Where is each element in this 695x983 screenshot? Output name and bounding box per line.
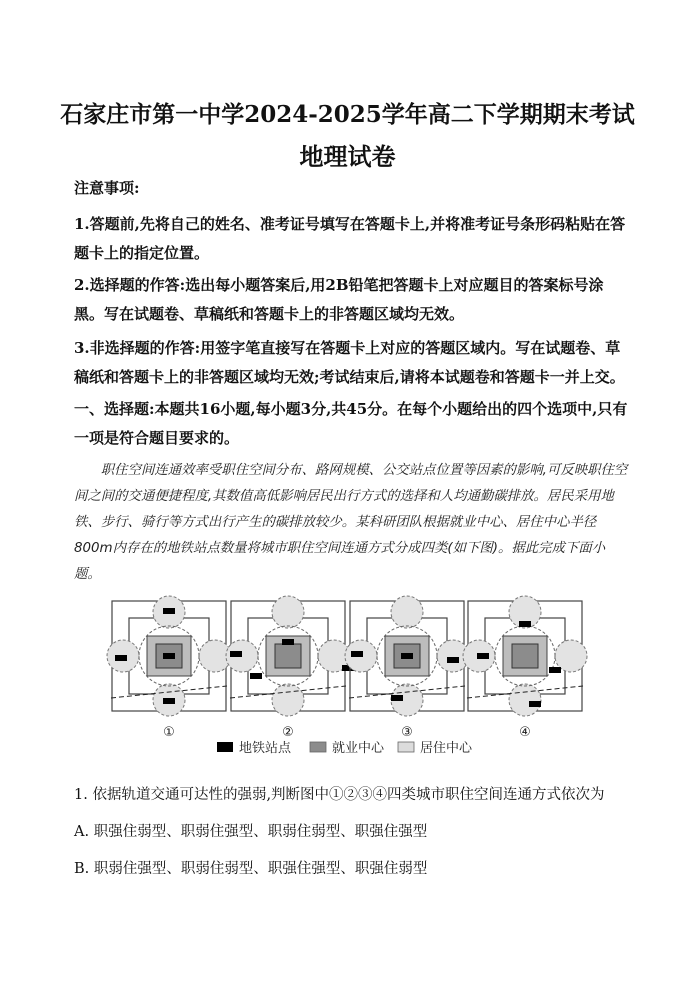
commute-type-figure [105,590,605,760]
legend-label-2: 就业中心 [332,741,385,756]
panel-3-residential-center-1 [391,596,423,628]
section-heading: 一、选择题:本题共16小题,每小题3分,共45分。在每个小题给出的四个选项中,只有一项是符合题目要求的。 [74,400,628,447]
notice-heading: 注意事项: [74,179,140,197]
notice-item-1: 1.答题前,先将自己的姓名、准考证号填写在答题卡上,并将准考证号条形码粘贴在答题卡上的指定位置。 [74,215,626,262]
legend-label-1: 地铁站点 [239,741,292,756]
question-1-stem: 1. 依据轨道交通可达性的强弱,判断图中①②③④四类城市职住空间连通方式依次为 [74,787,605,803]
panel-1-subway-station-4 [163,698,175,704]
notice-item-3: 3.非选择题的作答:用签字笔直接写在答题卡上对应的答题区域内。写在试题卷、草稿纸和答题卡上的非答题区域均无效;考试结束后,请将本试题卷和答题卡一并上交。 [74,339,625,386]
notice-item-2: 2.选择题的作答:选出每小题答案后,用2B铅笔把答题卡上对应题目的答案标号涂黑。写在试题卷、草稿纸和答题卡上的非答题区域均无效。 [74,276,604,323]
panel-4-label: ④ [519,725,531,740]
panel-4-subway-station-1 [477,653,489,659]
panel-2-label: ② [282,725,294,740]
panel-2-residential-center-4 [272,684,304,716]
panel-4-subway-station-4 [529,701,541,707]
panel-2-subway-station-1 [230,651,242,657]
legend-swatch-1 [217,742,233,752]
panel-2-subway-station-3 [250,673,262,679]
panel-4-subway-station-3 [549,667,561,673]
panel-3-subway-station-1 [351,651,363,657]
panel-1-subway-station-3 [163,653,175,659]
panel-1-subway-station-2 [115,655,127,661]
panel-4-subway-station-2 [519,621,531,627]
panel-3-subway-station-4 [391,695,403,701]
panel-1-subway-station-1 [163,608,175,614]
panel-3-subway-station-2 [401,653,413,659]
panel-2-residential-center-1 [272,596,304,628]
panel-4-residential-center-4 [509,684,541,716]
panel-3-label: ③ [401,725,413,740]
legend-swatch-2 [310,742,326,752]
legend-label-3: 居住中心 [420,741,473,756]
reading-passage: 职住空间连通效率受职住空间分布、路网规模、公交站点位置等因素的影响,可反映职住空间之间的交通便捷程度,其数值高低影响居民出行方式的选择和人均通勤碳排放。居民采用地铁、步行、骑行等方式出行产生的碳排放较少。某科研团队根据就业中心、居住中心半径800m内存在的地铁站点数量将城市职住空间连通方式分成四类(如下图)。据此完成下面小题。 [74,463,628,582]
exam-title: 石家庄市第一中学2024-2025学年高二下学期期末考试 [60,101,635,128]
question-1-option-b: B. 职弱住强型、职弱住弱型、职强住强型、职强住弱型 [74,861,428,877]
legend-swatch-3 [398,742,414,752]
panel-4-employment-center [512,644,538,668]
exam-subject: 地理试卷 [299,142,396,171]
panel-1-label: ① [163,725,175,740]
panel-2-employment-center [275,644,301,668]
question-1-option-a: A. 职强住弱型、职弱住强型、职弱住弱型、职强住强型 [74,824,428,840]
panel-2-subway-station-2 [282,639,294,645]
panel-3-subway-station-3 [447,657,459,663]
